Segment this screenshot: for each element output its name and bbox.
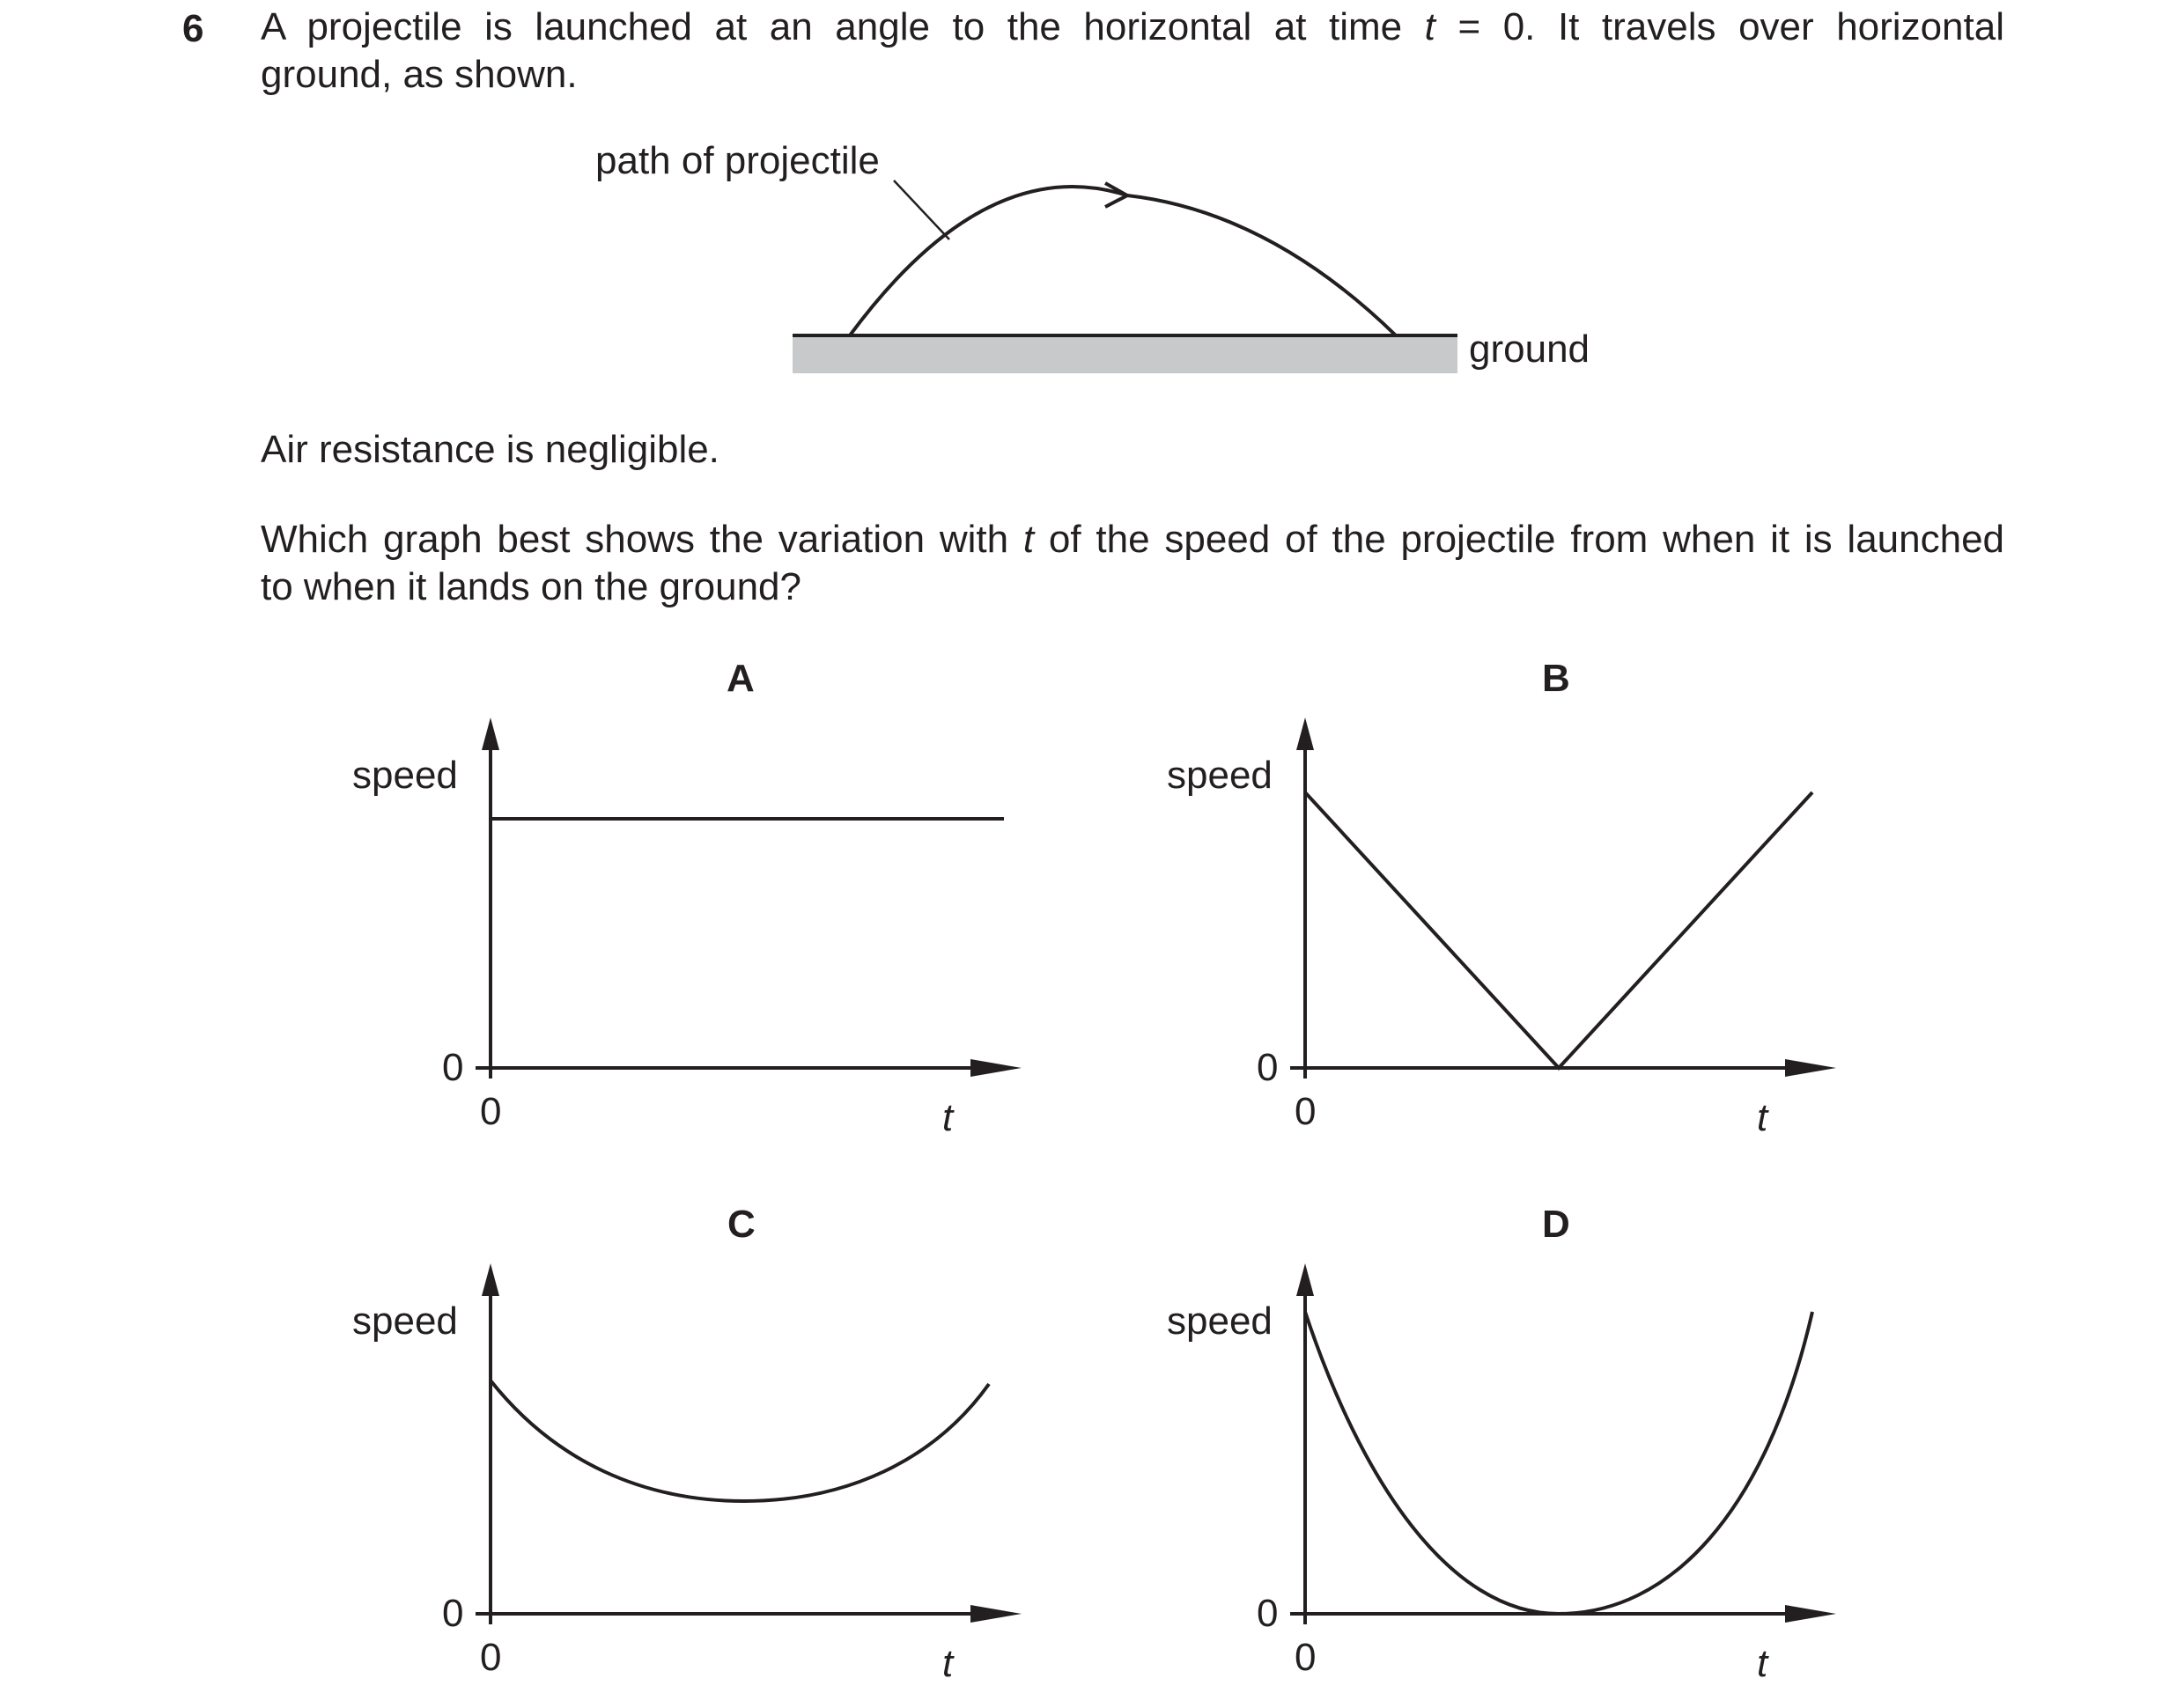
air-resistance-text	[261, 426, 2004, 474]
graph-a-plot	[343, 652, 1136, 1145]
path-label: path of projectile	[595, 139, 880, 182]
y-axis-arrow-icon	[482, 1263, 499, 1296]
x-axis-arrow-icon	[1785, 1605, 1836, 1623]
x-axis-arrow-icon	[970, 1059, 1022, 1077]
y-axis-label: speed	[352, 1299, 458, 1343]
ground-label: ground	[1469, 328, 1590, 371]
graph-option-d	[1158, 1197, 1951, 1690]
graph-b-plot	[1158, 652, 1951, 1145]
x-zero-label: 0	[1295, 1090, 1317, 1133]
y-zero-label: 0	[442, 1592, 464, 1635]
y-axis-arrow-icon	[482, 718, 499, 750]
x-axis-label: t	[942, 1642, 954, 1685]
y-axis-label: speed	[1167, 754, 1273, 797]
graph-c-plot	[343, 1197, 1136, 1690]
question-intro-line1: A projectile is launched at an angle to the horizontal at time t = 0. It travels over horizontal	[261, 5, 2004, 48]
x-zero-label: 0	[480, 1090, 502, 1133]
y-axis-arrow-icon	[1296, 718, 1314, 750]
x-axis-label: t	[1757, 1096, 1768, 1139]
graph-letter: A	[727, 657, 755, 700]
graph-option-b	[1158, 652, 1951, 1145]
speed-curve	[1305, 1312, 1812, 1614]
path-label-leader	[894, 180, 949, 239]
speed-curve	[491, 1380, 989, 1501]
question-number: 6	[182, 7, 204, 50]
x-axis-label: t	[942, 1096, 954, 1139]
graph-option-a	[343, 652, 1136, 1145]
x-axis-label: t	[1757, 1642, 1768, 1685]
y-zero-label: 0	[442, 1046, 464, 1089]
question-prompt-line2: to when it lands on the ground?	[261, 565, 802, 608]
x-axis-arrow-icon	[1785, 1059, 1836, 1077]
y-axis-arrow-icon	[1296, 1263, 1314, 1296]
x-zero-label: 0	[480, 1636, 502, 1679]
graph-d-plot	[1158, 1197, 1951, 1690]
graph-letter: D	[1542, 1203, 1570, 1246]
ground-surface	[793, 335, 1457, 373]
air-resistance-line: Air resistance is negligible.	[261, 428, 719, 471]
y-axis-label: speed	[1167, 1299, 1273, 1343]
graph-letter: B	[1542, 657, 1570, 700]
y-axis-label: speed	[352, 754, 458, 797]
y-zero-label: 0	[1257, 1046, 1279, 1089]
question-prompt-line1: Which graph best shows the variation with t of the speed of the projectile from when it is launched	[261, 518, 2005, 561]
y-zero-label: 0	[1257, 1592, 1279, 1635]
question-intro-line2: ground, as shown.	[261, 53, 578, 96]
graph-letter: C	[727, 1203, 756, 1246]
question-prompt	[261, 516, 2004, 611]
x-zero-label: 0	[1295, 1636, 1317, 1679]
direction-arrow-icon	[1105, 183, 1127, 207]
speed-curve	[1305, 792, 1812, 1068]
x-axis-arrow-icon	[970, 1605, 1022, 1623]
projectile-diagram-svg	[0, 0, 2184, 423]
graph-option-c	[343, 1197, 1136, 1690]
projectile-path	[850, 187, 1396, 335]
